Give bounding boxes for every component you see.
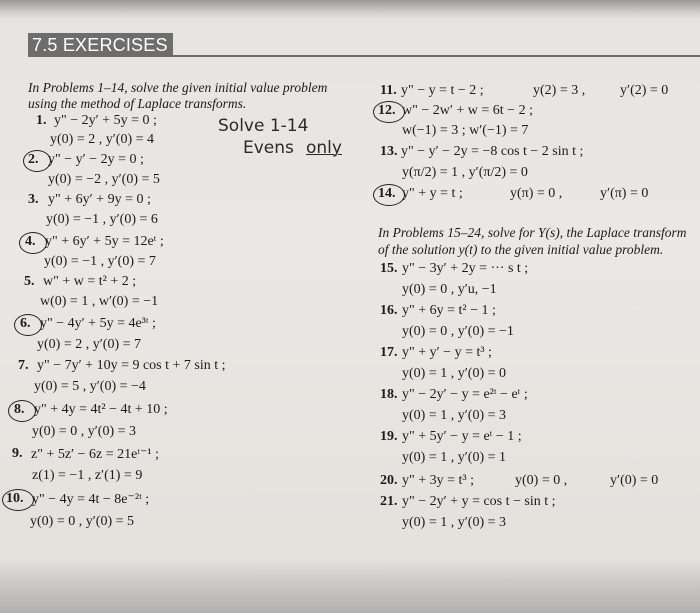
intro-line-2: using the method of Laplace transforms. (28, 96, 247, 111)
problem-10-equation: y" − 4y = 4t − 8e⁻²ᵗ ; (32, 492, 150, 507)
problem-20-conditions-2: y′(0) = 0 (610, 473, 659, 488)
problem-14-equation: y" + y = t ; (402, 186, 463, 201)
problem-4-equation: y" + 6y′ + 5y = 12eᵗ ; (45, 234, 164, 249)
problem-14-conditions-2: y′(π) = 0 (600, 186, 649, 201)
problem-5-equation: w" + w = t² + 2 ; (43, 274, 137, 289)
problem-7-number: 7. (18, 358, 29, 373)
intro2-line-1: In Problems 15–24, solve for Y(s), the Laplace transform (378, 225, 687, 240)
page-shadow-bottom (0, 560, 700, 613)
header-rule (173, 55, 700, 57)
problem-15-equation: y" − 3y′ + 2y = ··· s t ; (402, 261, 529, 276)
problem-1-equation: y" − 2y′ + 5y = 0 ; (54, 113, 157, 128)
problem-14-number: 14. (378, 186, 396, 201)
problem-2-number: 2. (28, 152, 39, 167)
problem-21-equation: y" − 2y′ + y = cos t − sin t ; (402, 494, 556, 509)
problem-2-conditions: y(0) = −2 , y′(0) = 5 (48, 172, 160, 187)
problem-6-equation: y" − 4y′ + 5y = 4e³ᵗ ; (40, 316, 156, 331)
problem-13-conditions: y(π/2) = 1 , y′(π/2) = 0 (402, 165, 528, 180)
problem-3-conditions: y(0) = −1 , y′(0) = 6 (46, 212, 158, 227)
problem-20-number: 20. (380, 473, 398, 488)
problem-2-equation: y" − y′ − 2y = 0 ; (48, 152, 144, 167)
problem-5-number: 5. (24, 274, 35, 289)
problem-16-conditions: y(0) = 0 , y′(0) = −1 (402, 324, 514, 339)
problem-18-equation: y" − 2y′ − y = e²ᵗ − eᵗ ; (402, 387, 528, 402)
problem-3-equation: y" + 6y′ + 9y = 0 ; (48, 192, 151, 207)
handwritten-note-evens: Evens (243, 138, 294, 158)
problem-15-number: 15. (380, 261, 398, 276)
problem-12-conditions: w(−1) = 3 ; w′(−1) = 7 (402, 123, 529, 138)
problem-20-conditions: y(0) = 0 , (515, 473, 568, 488)
problem-19-conditions: y(0) = 1 , y′(0) = 1 (402, 450, 507, 465)
problem-5-conditions: w(0) = 1 , w′(0) = −1 (40, 294, 159, 309)
problem-13-equation: y" − y′ − 2y = −8 cos t − 2 sin t ; (401, 144, 584, 159)
problem-14-conditions: y(π) = 0 , (510, 186, 563, 201)
problem-19-number: 19. (380, 429, 398, 444)
intro-line-1: In Problems 1–14, solve the given initial value problem (28, 80, 328, 95)
problem-17-number: 17. (380, 345, 398, 360)
problem-16-number: 16. (380, 303, 398, 318)
problem-9-number: 9. (12, 446, 23, 461)
problem-15-conditions: y(0) = 0 , y′u, −1 (402, 282, 497, 297)
problem-12-equation: w" − 2w′ + w = 6t − 2 ; (402, 103, 533, 118)
problem-7-conditions: y(0) = 5 , y′(0) = −4 (34, 379, 146, 394)
problem-1-conditions: y(0) = 2 , y′(0) = 4 (50, 132, 155, 147)
problem-4-number: 4. (25, 234, 36, 249)
problem-18-conditions: y(0) = 1 , y′(0) = 3 (402, 408, 507, 423)
handwritten-note-only: only (306, 138, 342, 158)
problem-6-number: 6. (20, 316, 31, 331)
problem-3-number: 3. (28, 192, 39, 207)
problem-8-conditions: y(0) = 0 , y′(0) = 3 (32, 424, 137, 439)
handwritten-note-solve: Solve 1-14 (218, 116, 309, 136)
problem-10-conditions: y(0) = 0 , y′(0) = 5 (30, 514, 135, 529)
problem-4-conditions: y(0) = −1 , y′(0) = 7 (44, 254, 156, 269)
problem-17-conditions: y(0) = 1 , y′(0) = 0 (402, 366, 507, 381)
problem-17-equation: y" + y′ − y = t³ ; (402, 345, 492, 360)
problem-12-number: 12. (378, 103, 396, 118)
section-title: 7.5 EXERCISES (32, 35, 168, 55)
problem-13-number: 13. (380, 144, 398, 159)
problem-20-equation: y" + 3y = t³ ; (402, 473, 474, 488)
page-shadow-top (0, 0, 700, 20)
problem-21-conditions: y(0) = 1 , y′(0) = 3 (402, 515, 507, 530)
problem-11-conditions-2: y′(2) = 0 (620, 83, 669, 98)
section-header (28, 33, 173, 57)
problem-9-equation: z" + 5z′ − 6z = 21eᵗ⁻¹ ; (31, 447, 159, 462)
problem-8-equation: y" + 4y = 4t² − 4t + 10 ; (34, 402, 168, 417)
problem-1-number: 1. (36, 113, 47, 128)
problem-11-number: 11. (380, 83, 397, 98)
problem-6-conditions: y(0) = 2 , y′(0) = 7 (37, 337, 142, 352)
problem-16-equation: y" + 6y = t² − 1 ; (402, 303, 496, 318)
problem-7-equation: y" − 7y′ + 10y = 9 cos t + 7 sin t ; (37, 358, 226, 373)
problem-10-number: 10. (6, 491, 24, 506)
problem-8-number: 8. (14, 402, 25, 417)
problem-18-number: 18. (380, 387, 398, 402)
problem-11-conditions: y(2) = 3 , (533, 83, 586, 98)
problem-21-number: 21. (380, 494, 398, 509)
problem-11-equation: y" − y = t − 2 ; (401, 83, 484, 98)
problem-19-equation: y" + 5y′ − y = eᵗ − 1 ; (402, 429, 522, 444)
problem-9-conditions: z(1) = −1 , z′(1) = 9 (32, 468, 143, 483)
intro2-line-2: of the solution y(t) to the given initial value problem. (378, 242, 664, 257)
